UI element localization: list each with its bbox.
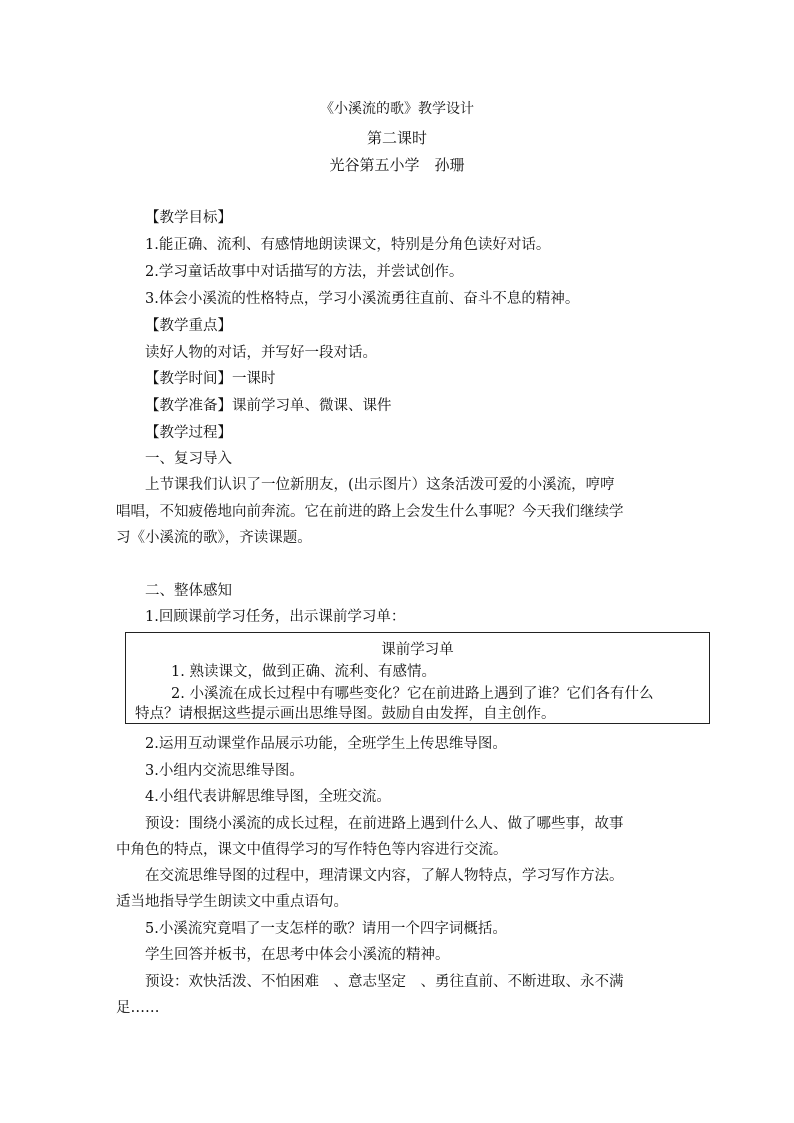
worksheet-line: 2. 小溪流在成长过程中有哪些变化？它在前进路上遇到了谁？它们各有什么	[171, 686, 654, 702]
worksheet-line: 1. 熟读课文，做到正确、流利、有感情。	[171, 664, 436, 680]
part2-heading: 二、整体感知	[145, 583, 232, 599]
part2-item-2: 2.运用互动课堂作品展示功能，全班学生上传思维导图。	[145, 736, 507, 752]
body-paragraph-line: 适当地指导学生朗读文中重点语句。	[116, 894, 348, 910]
prep-line: 【教学准备】课前学习单、微课、课件	[145, 398, 392, 414]
focus-text: 读好人物的对话，并写好一段对话。	[145, 345, 377, 361]
focus-heading: 【教学重点】	[145, 318, 232, 334]
preset-paragraph-line: 预设：欢快活泼、不怕困难 、意志坚定 、勇往直前、不断进取、永不满	[145, 974, 624, 990]
worksheet-title: 课前学习单	[381, 642, 454, 658]
goals-heading: 【教学目标】	[145, 210, 232, 226]
part1-heading: 一、复习导入	[145, 451, 232, 467]
preset-paragraph-line: 预设：围绕小溪流的成长过程，在前进路上遇到什么人、做了哪些事，故事	[145, 816, 624, 832]
preset-paragraph-line: 中角色的特点，课文中值得学习的写作特色等内容进行交流。	[116, 842, 508, 858]
author-line: 光谷第五小学 孙珊	[329, 156, 465, 174]
part1-paragraph-line: 习《小溪流的歌》，齐读课题。	[116, 530, 312, 546]
process-heading: 【教学过程】	[145, 425, 232, 441]
preset-paragraph-line: 足……	[116, 1000, 160, 1016]
part2-item-5: 5.小溪流究竟唱了一支怎样的歌？请用一个四字词概括。	[145, 921, 507, 937]
part1-paragraph-line: 唱唱，不知疲倦地向前奔流。它在前进的路上会发生什么事呢？今天我们继续学	[116, 504, 624, 520]
part2-item-3: 3.小组内交流思维导图。	[145, 763, 304, 779]
body-paragraph-line: 学生回答并板书，在思考中体会小溪流的精神。	[145, 947, 450, 963]
goal-item-1: 1.能正确、流利、有感情地朗读课文，特别是分角色读好对话。	[145, 237, 551, 253]
part2-item-1: 1.回顾课前学习任务，出示课前学习单：	[145, 609, 406, 625]
part1-paragraph-line: 上节课我们认识了一位新朋友，(出示图片）这条活泼可爱的小溪流，哼哼	[145, 477, 615, 493]
body-paragraph-line: 在交流思维导图的过程中，理清课文内容，了解人物特点，学习写作方法。	[145, 868, 624, 884]
part2-item-4: 4.小组代表讲解思维导图，全班交流。	[145, 789, 391, 805]
goal-item-3: 3.体会小溪流的性格特点，学习小溪流勇往直前、奋斗不息的精神。	[145, 291, 580, 307]
time-line: 【教学时间】一课时	[145, 371, 276, 387]
worksheet-box	[125, 632, 710, 724]
goal-item-2: 2.学习童话故事中对话描写的方法，并尝试创作。	[145, 264, 464, 280]
lesson-label: 第二课时	[366, 129, 427, 147]
document-title: 《小溪流的歌》教学设计	[320, 101, 474, 117]
worksheet-line: 特点？请根据这些提示画出思维导图。鼓励自由发挥，自主创作。	[135, 706, 556, 722]
